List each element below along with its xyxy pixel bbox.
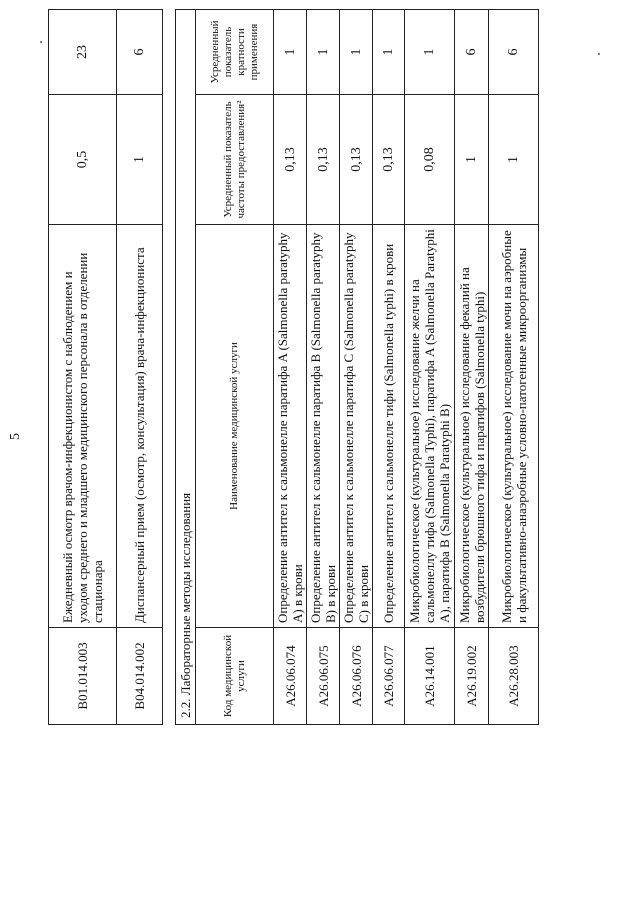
header-code: Код медицинской услуги [196,628,274,725]
service-code: B04.014.002 [117,628,163,725]
header-frequency: Усредненный показатель частоты предоставления² [196,95,274,225]
service-name: Микробиологическое (культуральное) исследование мочи на аэробные и факультативно-анаэробные условно-патогенные микроорганизмы [489,225,539,628]
table-row [49,10,117,725]
header-name: Наименование медицинской услуги [196,225,274,628]
frequency-value: 1 [489,95,539,225]
service-code: A26.19.002 [455,628,489,725]
service-name: Диспансерный прием (осмотр, консультация) врача-инфекциониста [117,225,163,628]
service-code: B01.014.003 [49,628,117,725]
multiplicity-value: 1 [274,10,307,95]
frequency-value: 0,5 [49,95,117,225]
table-row [117,10,163,725]
service-code: A26.14.001 [405,628,455,725]
service-code: A26.06.074 [274,628,307,725]
service-name: Определение антител к сальмонелле паратифа C (Salmonella paratyphy C) в крови [340,225,373,628]
service-name: Определение антител к сальмонелле паратифа B (Salmonella paratyphy B) в крови [307,225,340,628]
table-row [307,10,340,725]
service-name: Микробиологическое (культуральное) исследование желчи на сальмонеллу тифа (Salmonella Typhi), паратифа A (Salmonella Paratyphi A), паратифа B (Salmonella Paratyphi B) [405,225,455,628]
laboratory-methods-table [175,9,539,725]
multiplicity-value: 1 [340,10,373,95]
table-row [405,10,455,725]
multiplicity-value: 23 [49,10,117,95]
frequency-value: 1 [455,95,489,225]
service-name: Определение антител к сальмонелле тифи (Salmonella typhi) в крови [373,225,405,628]
scan-speck [598,53,600,55]
service-code: A26.06.077 [373,628,405,725]
table-row [274,10,307,725]
table-row [340,10,373,725]
frequency-value: 0,13 [340,95,373,225]
frequency-value: 0,13 [373,95,405,225]
frequency-value: 0,13 [274,95,307,225]
service-name: Определение антител к сальмонелле паратифа A (Salmonella paratyphy A) в крови [274,225,307,628]
frequency-value: 1 [117,95,163,225]
multiplicity-value: 6 [117,10,163,95]
scan-speck [40,41,42,43]
table-row [373,10,405,725]
service-code: A26.06.075 [307,628,340,725]
multiplicity-value: 6 [455,10,489,95]
service-name: Микробиологическое (культуральное) исследование фекалий на возбудители брюшного тифа и паратифов (Salmonella typhi) [455,225,489,628]
frequency-value: 0,08 [405,95,455,225]
header-row [196,10,274,725]
multiplicity-value: 1 [405,10,455,95]
section-title: 2.2. Лабораторные методы исследования [176,10,196,725]
multiplicity-value: 1 [373,10,405,95]
services-table-top [48,9,163,725]
frequency-value: 0,13 [307,95,340,225]
header-multiplicity: Усредненный показатель кратности применения [196,10,274,95]
multiplicity-value: 6 [489,10,539,95]
section-row [176,10,196,725]
service-code: A26.06.076 [340,628,373,725]
table-row [455,10,489,725]
service-name: Ежедневный осмотр врачом-инфекционистом с наблюдением и уходом среднего и младшего медицинского персонала в отделении стационара [49,225,117,628]
multiplicity-value: 1 [307,10,340,95]
table-row [489,10,539,725]
service-code: A26.28.003 [489,628,539,725]
page-number: 5 [8,433,23,440]
